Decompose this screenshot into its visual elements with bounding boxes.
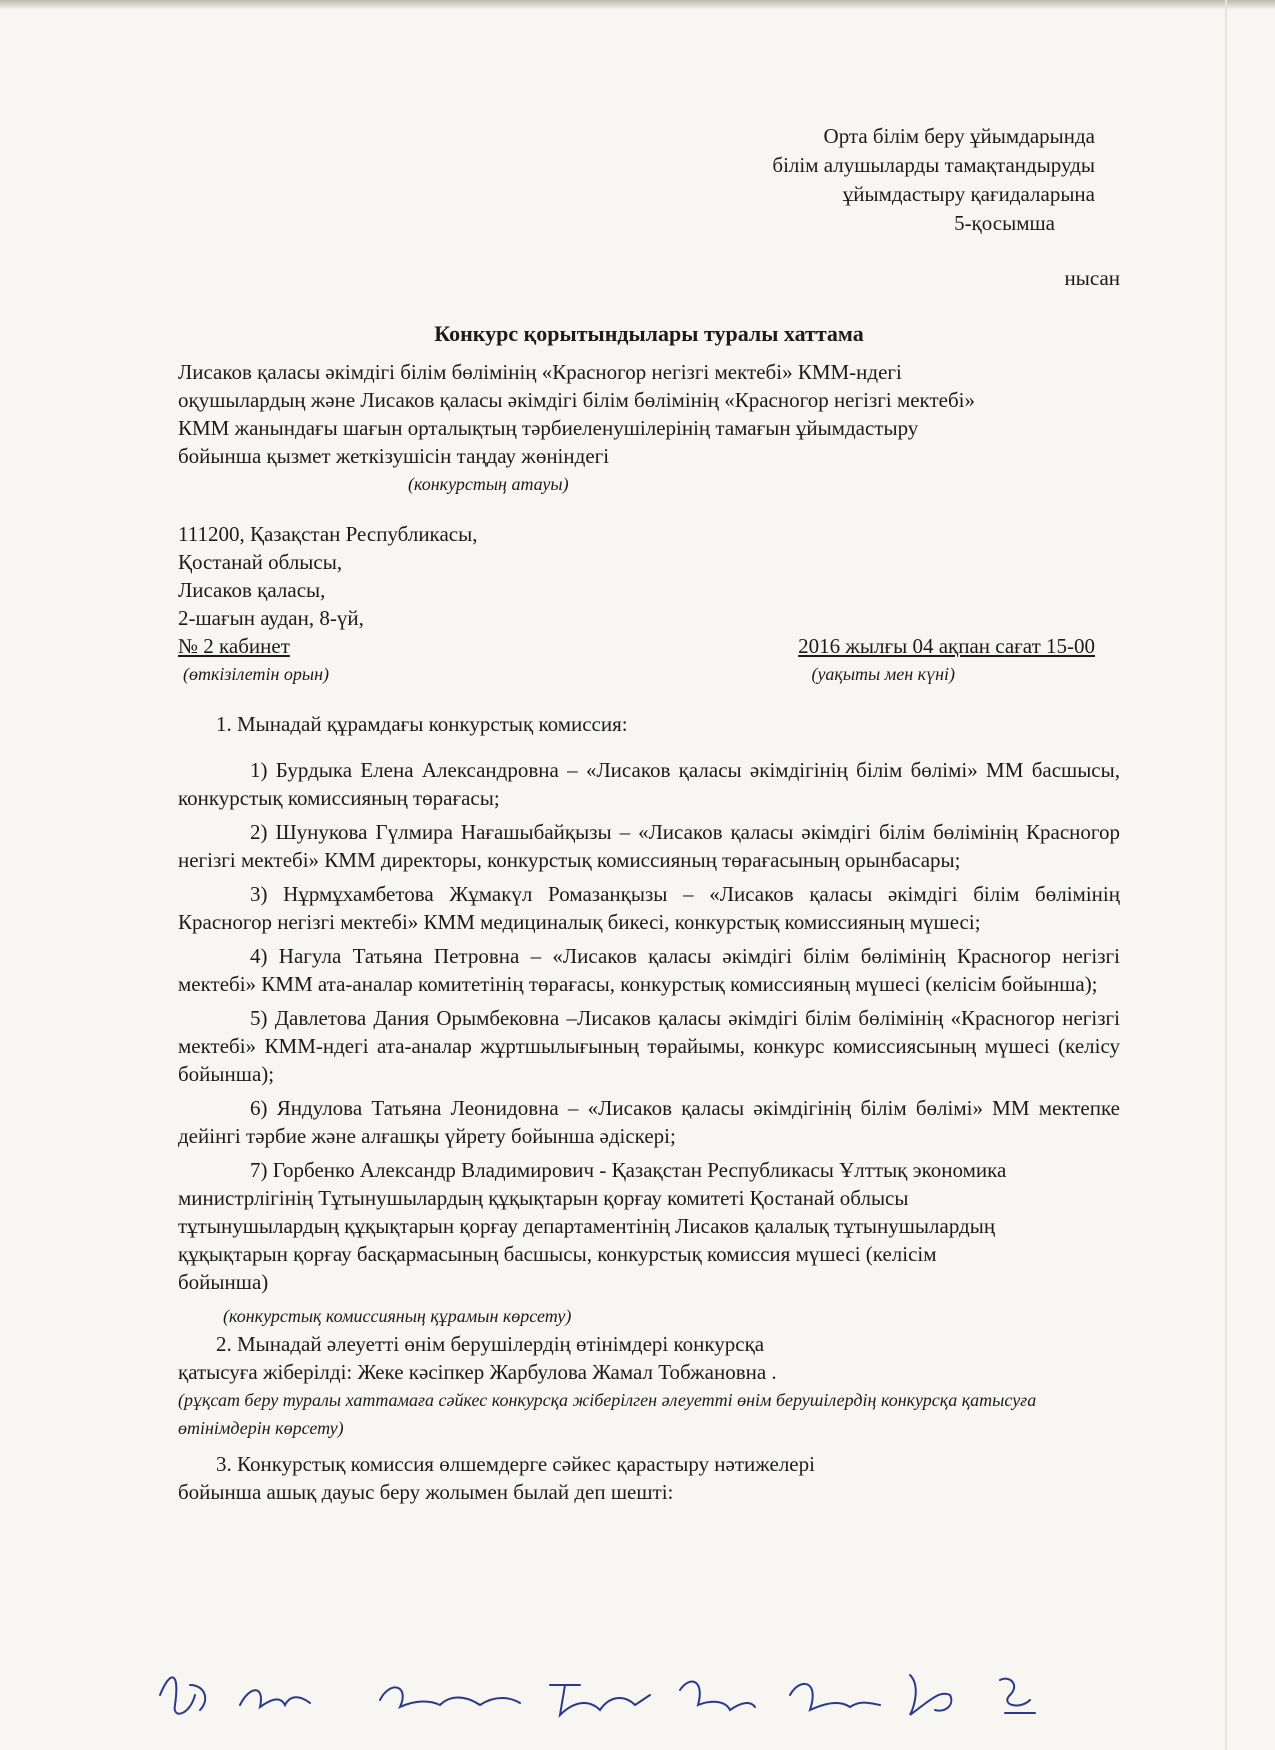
section-3 — [178, 1450, 1120, 1506]
section-1-heading: 1. Мынадай құрамдағы конкурстық комиссия: — [216, 712, 628, 736]
appendix-line-1: Орта білім беру ұйымдарында — [823, 124, 1095, 148]
competition-name: Лисаков қаласы әкімдігі білім бөлімінің «Красногор негізгі мектебі» КММ-ндегі оқушылардың және Лисаков қаласы әкімдігі білім бөлімінің «Красногор негізгі мектебі» КММ жанындағы шағын орталықтың тәрбиеленушілерінің тамағын ұйымдастыру бойынша қызмет жеткізушісін таңдау жөніндегі — [178, 360, 975, 468]
competition-name-caption: (конкурстың атауы) — [408, 474, 569, 494]
commission-caption: (конкурстық комиссияның құрамын көрсету) — [223, 1306, 572, 1326]
commission-member-6: 6) Яндулова Татьяна Леонидовна – «Лисаков қаласы әкімдігінің білім бөлімі» ММ мектепке дейінгі тәрбие және алғашқы үйрету бойынша әдіскері; — [178, 1096, 1120, 1148]
signature-5 — [680, 1682, 755, 1710]
section-3-line-2: бойынша ашық дауыс беру жолымен былай деп шешті: — [178, 1480, 674, 1504]
address-line-3: Лисаков қаласы, — [178, 578, 326, 602]
appendix-line-4: 5-қосымша — [954, 211, 1055, 235]
appendix-header — [178, 122, 1120, 238]
section-2 — [178, 1330, 1120, 1442]
signature-2 — [240, 1690, 310, 1707]
address-line-2: Қостанай облысы, — [178, 550, 343, 574]
address-block — [178, 520, 1120, 688]
signature-6 — [790, 1684, 880, 1710]
signature-1 — [160, 1677, 205, 1713]
commission-member-3: 3) Нұрмұхамбетова Жұмакүл Ромазанқызы – «Лисаков қаласы әкімдігі білім бөлімінің Красногор негізгі мектебі» КММ медициналық бикесі, конкурстық комиссияның мүшесі; — [178, 882, 1120, 934]
signatures-row — [150, 1665, 1150, 1725]
place-caption: (өткізілетін орын) — [183, 664, 330, 684]
commission-member-5: 5) Давлетова Дания Орымбековна –Лисаков қаласы әкімдігі білім бөлімінің «Красногор негізгі мектебі» КММ-ндегі ата-аналар жұртшылығының төрайымы, конкурс комиссиясының мүшесі (келісу бойынша); — [178, 1006, 1120, 1086]
meeting-datetime: 2016 жылғы 04 ақпан сағат 15-00 — [798, 634, 1095, 658]
signature-8 — [1000, 1679, 1035, 1713]
section-3-line-1: 3. Конкурстық комиссия өлшемдерге сәйкес қарастыру нәтижелері — [216, 1452, 815, 1476]
document-title: Конкурс қорытындылары туралы хаттама — [434, 321, 864, 346]
address-line-4: 2-шағын аудан, 8-үй, — [178, 606, 364, 630]
commission-member-2: 2) Шунукова Гүлмира Нағашыбайқызы – «Лисаков қаласы әкімдігі білім бөлімінің Красногор негізгі мектебі» КММ директоры, конкурстық комиссияның төрағасының орынбасары; — [178, 820, 1120, 872]
commission-member-7: 7) Горбенко Александр Владимирович - Қазақстан Республикасы Ұлттық экономика министрлігінің Тұтынушылардың құқықтарын қорғау комитеті Қостанай облысы тұтынушылардың құқықтарын қорғау департаментінің Лисаков қалалық тұтынушылардың құқықтарын қорғау басқармасының басшысы, конкурстық комиссия мүшесі (келісім бойынша) — [178, 1158, 1007, 1294]
scan-top-edge — [0, 0, 1275, 10]
form-label: нысан — [1064, 266, 1120, 290]
signature-4 — [550, 1685, 650, 1715]
place-time-captions — [178, 660, 1120, 688]
time-caption: (уақыты мен күні) — [811, 664, 955, 684]
section-2-caption: (рұқсат беру туралы хаттамаға сәйкес конкурсқа жіберілген әлеуетті өнім берушілердің конкурсқа қатысуға өтінімдерін көрсету) — [178, 1390, 1037, 1438]
appendix-line-2: білім алушыларды тамақтандыруды — [772, 153, 1095, 177]
appendix-line-3: ұйымдастыру қағидаларына — [842, 182, 1095, 206]
section-1 — [178, 710, 1120, 1330]
section-2-line-2: қатысуға жіберілді: Жеке кәсіпкер Жарбулова Жамал Тобжановна . — [178, 1360, 777, 1384]
document-body — [178, 122, 1120, 1506]
signature-7 — [910, 1675, 951, 1715]
address-line-1: 111200, Қазақстан Республикасы, — [178, 522, 478, 546]
cabinet: № 2 кабинет — [178, 634, 290, 658]
signature-3 — [380, 1687, 520, 1707]
commission-member-4: 4) Нагула Татьяна Петровна – «Лисаков қаласы әкімдігі білім бөлімінің Красногор негізгі мектебі» КММ ата-аналар комитетінің төрағасы, конкурстық комиссияның мүшесі (келісім бойынша); — [178, 944, 1120, 996]
section-2-line-1: 2. Мынадай әлеуетті өнім берушілердің өтінімдері конкурсқа — [216, 1332, 765, 1356]
page-fold-line — [1225, 0, 1227, 1750]
commission-member-1: 1) Бурдыка Елена Александровна – «Лисаков қаласы әкімдігінің білім бөлімі» ММ басшысы, конкурстық комиссияның төрағасы; — [178, 758, 1120, 810]
place-time-row — [178, 632, 1120, 660]
